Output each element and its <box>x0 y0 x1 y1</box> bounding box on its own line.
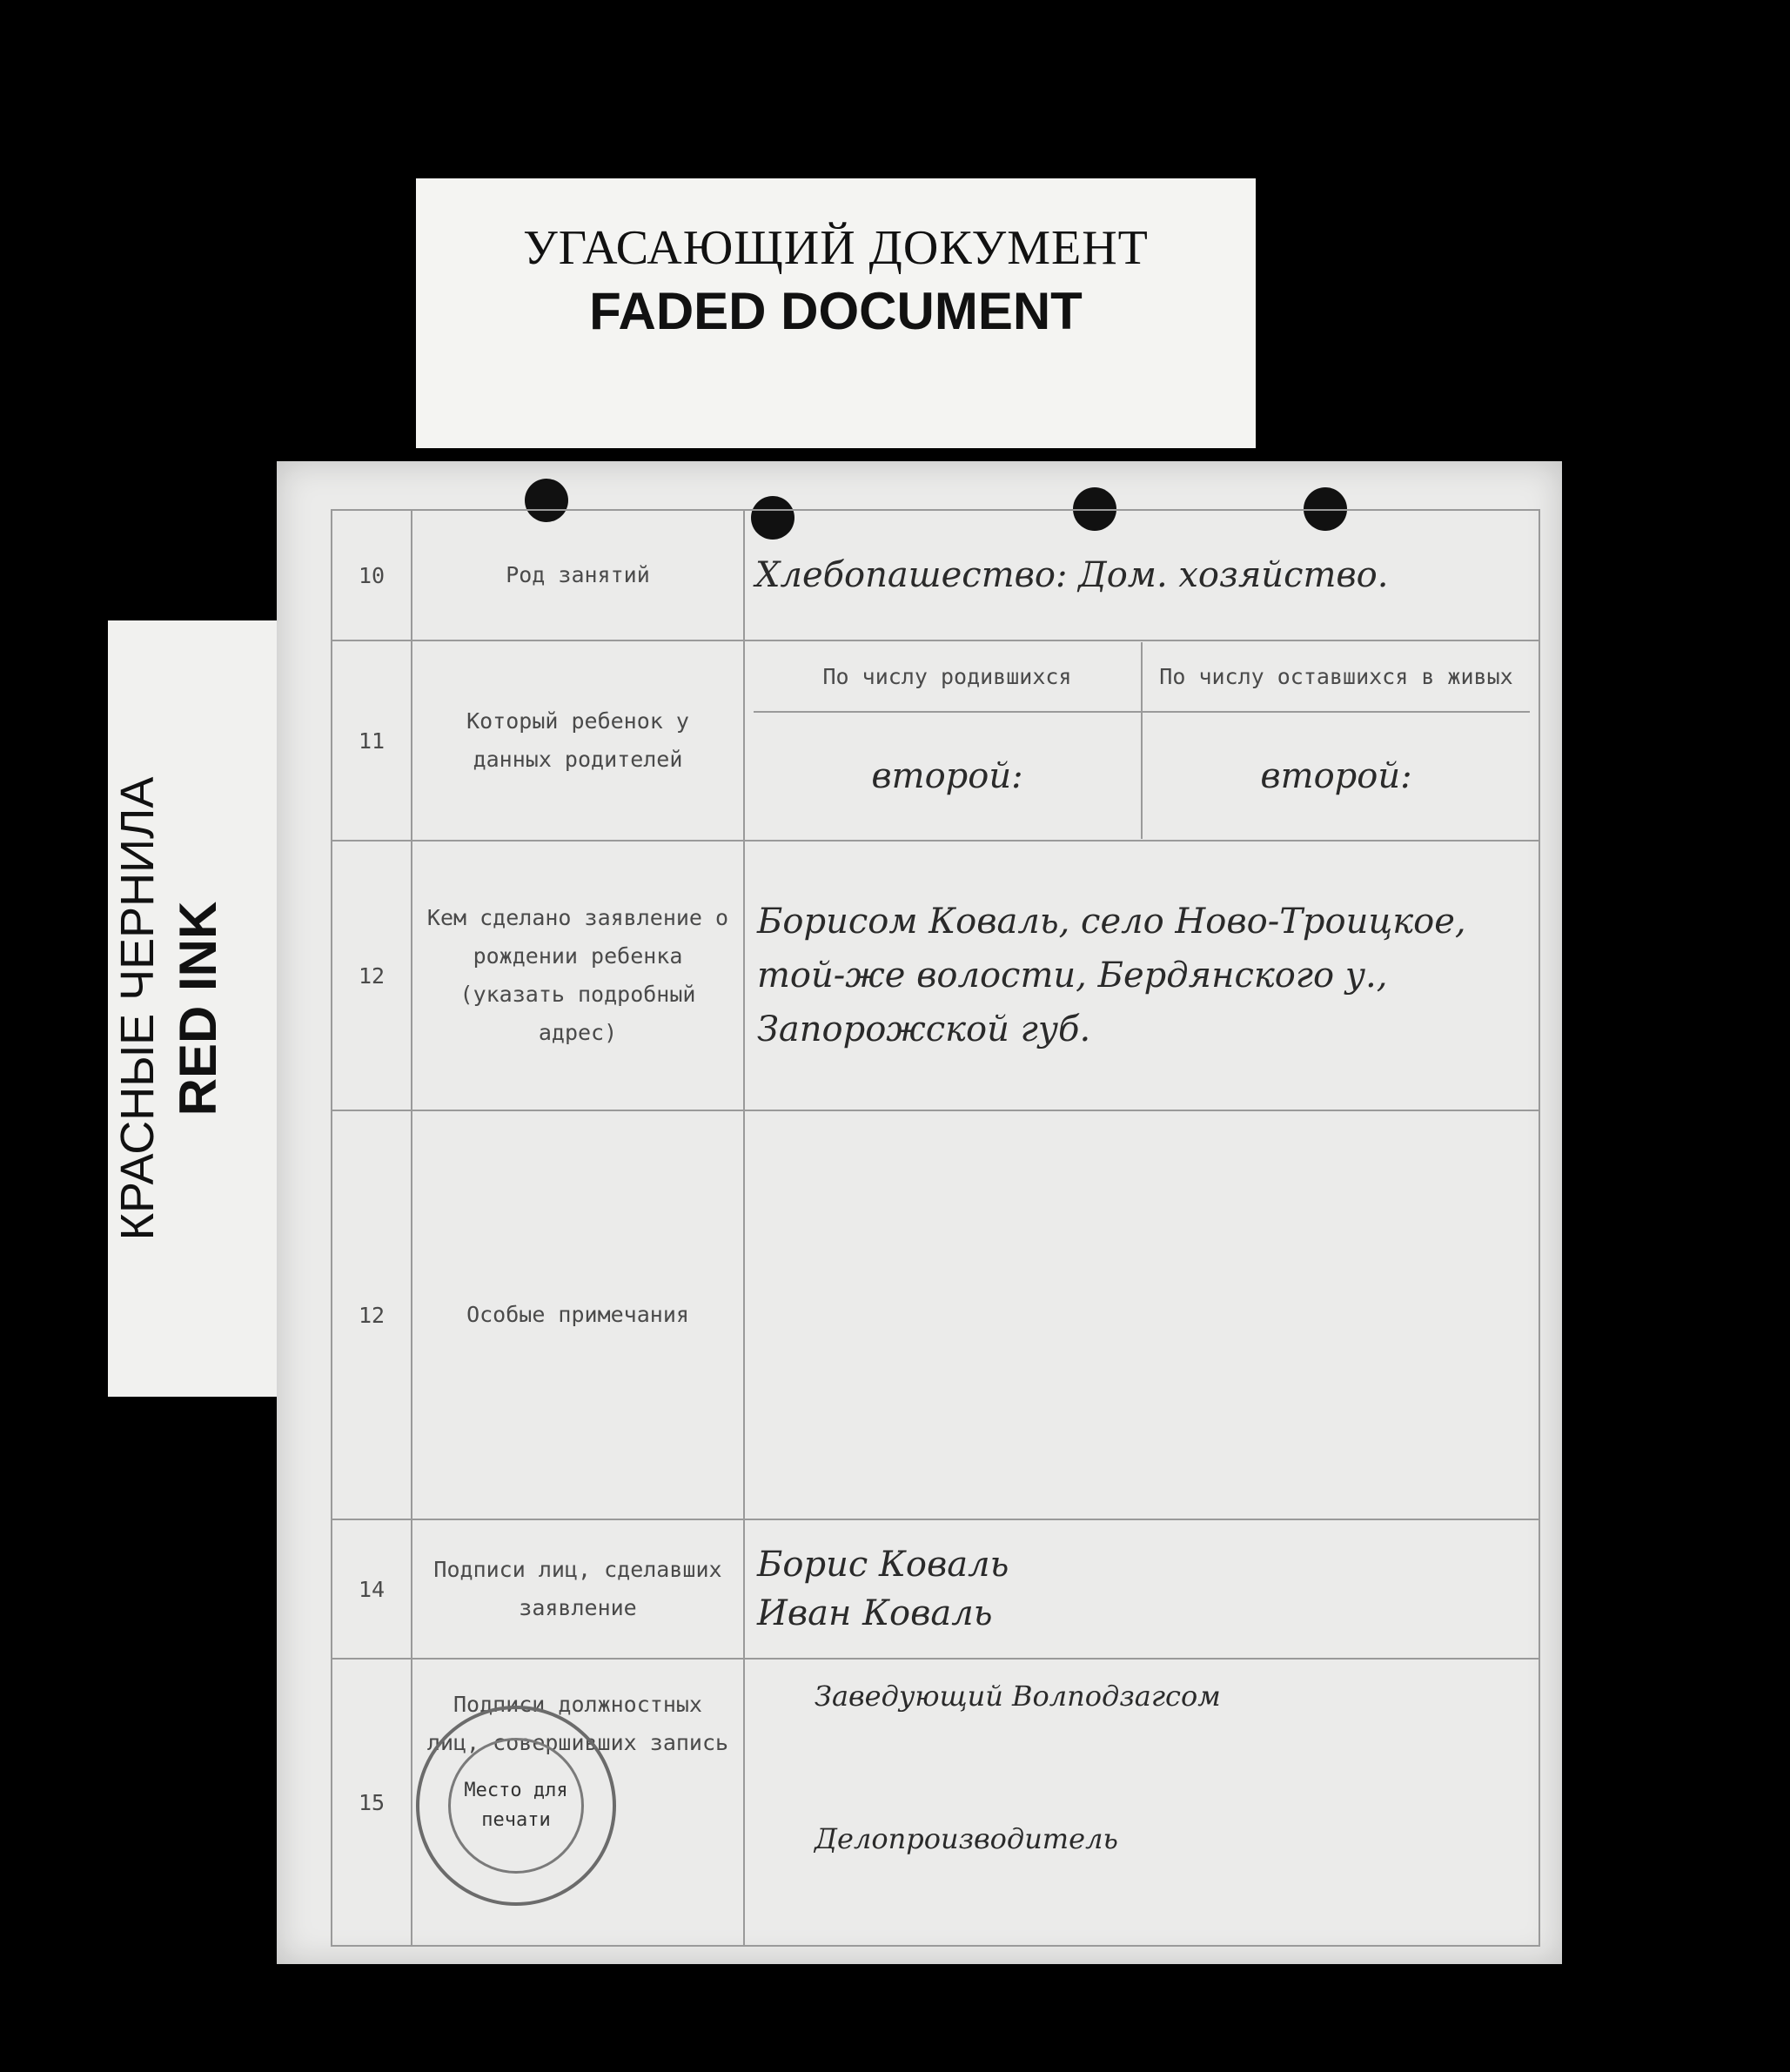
row-number: 14 <box>332 1519 412 1659</box>
occupation-value: Хлебопашество: Дом. хозяйство. <box>744 510 1539 640</box>
row-label: Подписи лиц, сделавших заявление <box>412 1519 744 1659</box>
column-header-alive: По числу оставшихся в живых <box>1142 642 1530 712</box>
faded-label-ru: УГАСАЮЩИЙ ДОКУМЕНТ <box>523 221 1149 275</box>
row-number: 12 <box>332 841 412 1110</box>
row-label: Особые примечания <box>412 1110 744 1519</box>
alive-value: второй: <box>1142 712 1530 839</box>
table-row <box>332 1519 1539 1659</box>
column-header-born: По числу родившихся <box>754 642 1142 712</box>
row-number: 12 <box>332 1110 412 1519</box>
row-label: Который ребенок у данных родителей <box>412 640 744 841</box>
table-row <box>332 841 1539 1110</box>
red-ink-label-en: RED INK <box>169 901 227 1116</box>
row-number: 15 <box>332 1659 412 1946</box>
signature-declarant-1: Борис Коваль <box>757 1545 1009 1585</box>
table-row <box>332 510 1539 640</box>
official-title-2: Делопроизводитель <box>815 1822 1118 1855</box>
row-number: 10 <box>332 510 412 640</box>
signature-declarant-2: Иван Коваль <box>757 1593 993 1633</box>
official-title-1: Заведующий Волподзагсом <box>815 1680 1221 1713</box>
row-label: Кем сделано заявление о рождении ребенка (указать подробный адрес) <box>412 841 744 1110</box>
table-row <box>332 1110 1539 1519</box>
stamp-placeholder: Место для печати <box>448 1738 584 1874</box>
row-label: Род занятий <box>412 510 744 640</box>
remarks-value <box>744 1110 1539 1519</box>
faded-document-label <box>416 178 1256 448</box>
declarant-value: Борисом Коваль, село Ново-Троицкое, той-же волости, Бердянского у., Запорожской губ. <box>744 841 1539 1110</box>
red-ink-label-ru: КРАСНЫЕ ЧЕРНИЛА <box>111 776 164 1241</box>
born-value: второй: <box>871 755 1023 796</box>
faded-label-en: FADED DOCUMENT <box>589 282 1083 340</box>
child-order-grid <box>754 642 1530 839</box>
table-row <box>332 640 1539 841</box>
record-page <box>277 461 1562 1964</box>
red-ink-label <box>108 620 287 1397</box>
row-number: 11 <box>332 640 412 841</box>
row-label: Подписи должностных лиц, совершивших запись <box>412 1659 744 1946</box>
stamp-seal <box>416 1706 616 1906</box>
